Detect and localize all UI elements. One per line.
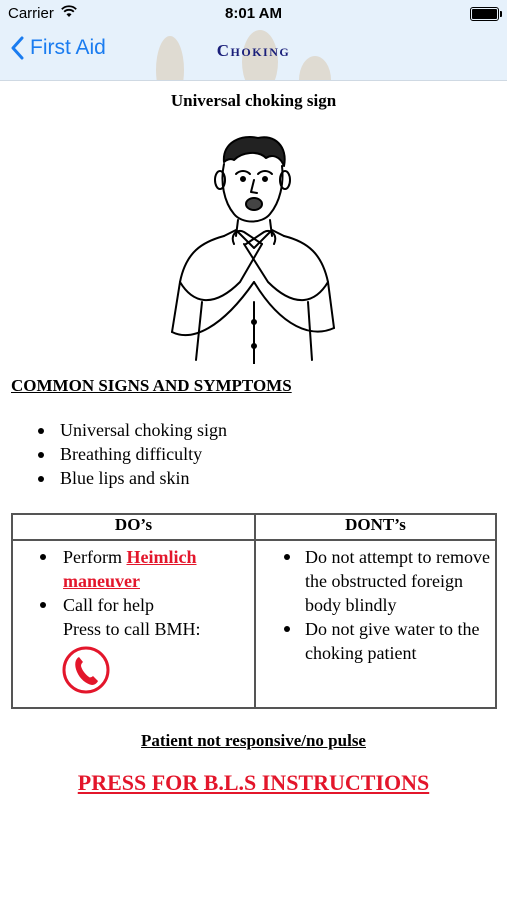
signs-section-title: COMMON SIGNS AND SYMPTOMS bbox=[11, 376, 292, 395]
patient-not-responsive-text: Patient not responsive/no pulse bbox=[141, 731, 366, 750]
choking-sign-heading: Universal choking sign bbox=[170, 91, 337, 110]
list-item bbox=[13, 593, 254, 695]
phone-icon[interactable] bbox=[61, 645, 111, 695]
signs-list bbox=[38, 418, 227, 490]
status-time: 8:01 AM bbox=[225, 5, 282, 22]
list-item: Do not attempt to remove the obstructed foreign body blindly bbox=[256, 545, 495, 617]
list-item: Universal choking sign bbox=[38, 418, 227, 442]
donts-list bbox=[256, 545, 495, 665]
navigation-bar bbox=[0, 30, 507, 78]
status-bar bbox=[0, 0, 507, 28]
dos-list bbox=[13, 545, 254, 695]
press-to-call-text: Press to call BMH: bbox=[63, 619, 201, 639]
choking-person-illustration bbox=[162, 132, 342, 364]
list-item: Breathing difficulty bbox=[38, 442, 227, 466]
perform-text: Perform bbox=[63, 547, 127, 567]
battery-icon bbox=[470, 7, 499, 21]
top-bar bbox=[0, 0, 507, 81]
dos-donts-table bbox=[11, 513, 497, 709]
dos-cell bbox=[12, 540, 255, 708]
donts-cell bbox=[255, 540, 496, 708]
back-button-label: First Aid bbox=[30, 36, 106, 59]
page-title: Choking bbox=[216, 41, 291, 60]
list-item bbox=[13, 545, 254, 593]
donts-header: DONT’s bbox=[255, 514, 496, 540]
list-item: Do not give water to the choking patient bbox=[256, 617, 495, 665]
heimlich-maneuver-link[interactable]: Heimlich maneuver bbox=[63, 547, 197, 591]
bls-instructions-button[interactable]: PRESS FOR B.L.S INSTRUCTIONS bbox=[77, 770, 430, 795]
call-for-help-text: Call for help bbox=[63, 595, 154, 615]
dos-header: DO’s bbox=[12, 514, 255, 540]
list-item: Blue lips and skin bbox=[38, 466, 227, 490]
carrier-label: Carrier bbox=[8, 5, 54, 22]
